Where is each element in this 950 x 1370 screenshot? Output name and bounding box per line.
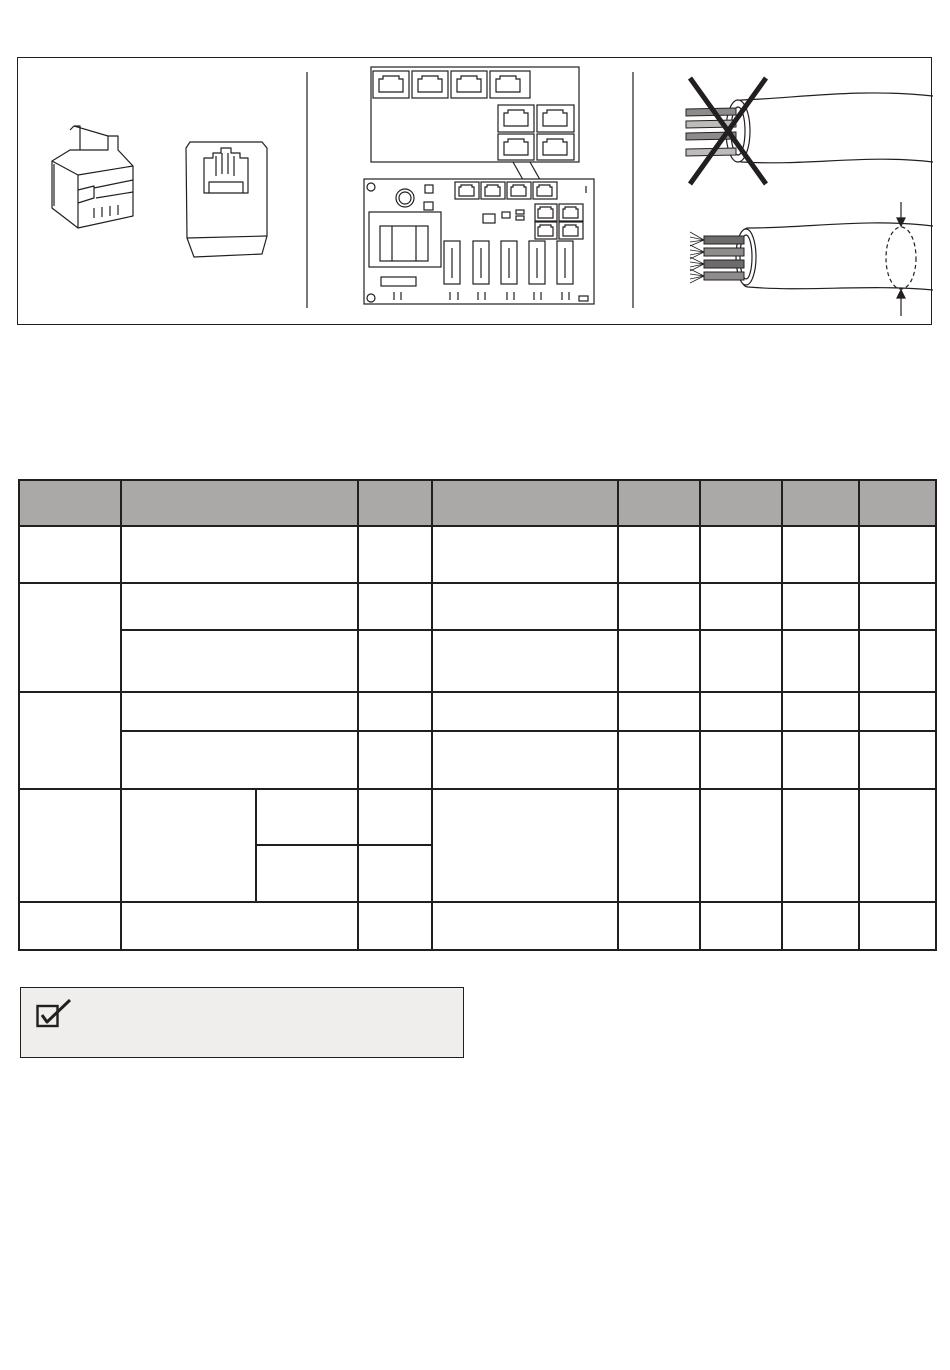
header-cell xyxy=(121,480,358,526)
table-cell xyxy=(358,845,432,902)
table-cell xyxy=(121,789,256,902)
table-cell xyxy=(121,630,358,692)
table-cell xyxy=(432,583,618,630)
header-cell xyxy=(19,480,121,526)
table-cell xyxy=(432,902,618,950)
note-box xyxy=(20,987,464,1058)
table-cell xyxy=(618,731,700,789)
table-cell xyxy=(432,526,618,583)
table-cell xyxy=(121,526,358,583)
header-cell xyxy=(358,480,432,526)
table-cell xyxy=(358,526,432,583)
table-cell xyxy=(358,789,432,845)
modular-jack-icon xyxy=(186,142,267,257)
table-cell xyxy=(700,630,782,692)
table-row xyxy=(19,583,936,630)
table-cell xyxy=(782,692,859,731)
table-cell xyxy=(618,630,700,692)
table-row xyxy=(19,731,936,789)
table-cell xyxy=(432,630,618,692)
table-cell xyxy=(618,692,700,731)
illustration-canvas xyxy=(18,58,933,326)
table-cell xyxy=(19,526,121,583)
table-row xyxy=(19,789,936,845)
header-cell xyxy=(859,480,936,526)
table-cell xyxy=(121,731,358,789)
illustration-frame xyxy=(17,57,932,325)
table-cell xyxy=(782,583,859,630)
table-header-row xyxy=(19,480,936,526)
header-cell xyxy=(782,480,859,526)
table-cell xyxy=(432,789,618,902)
table-row xyxy=(19,526,936,583)
table-cell xyxy=(358,902,432,950)
table-cell xyxy=(700,583,782,630)
table-cell xyxy=(618,526,700,583)
table-cell xyxy=(358,731,432,789)
table-cell xyxy=(618,583,700,630)
table-cell xyxy=(782,902,859,950)
table-cell xyxy=(19,692,121,789)
table-cell xyxy=(859,902,936,950)
checkbox-checked-icon xyxy=(36,999,76,1031)
table-cell xyxy=(782,731,859,789)
table-row xyxy=(19,692,936,731)
spec-table xyxy=(18,479,937,951)
table-cell xyxy=(859,789,936,902)
table-cell xyxy=(700,789,782,902)
table-cell xyxy=(358,692,432,731)
incorrect-wire-prep-icon xyxy=(686,78,933,184)
table-cell xyxy=(859,630,936,692)
table-cell xyxy=(859,526,936,583)
table-cell xyxy=(782,526,859,583)
table-cell xyxy=(700,731,782,789)
header-cell xyxy=(432,480,618,526)
table-cell xyxy=(19,583,121,692)
table-cell xyxy=(618,902,700,950)
table-cell xyxy=(700,692,782,731)
table-cell xyxy=(859,692,936,731)
modular-plug-icon xyxy=(52,126,133,228)
table-cell xyxy=(859,731,936,789)
table-cell xyxy=(121,583,358,630)
table-cell xyxy=(358,583,432,630)
table-cell xyxy=(782,789,859,902)
table-cell xyxy=(618,789,700,902)
table-cell xyxy=(358,630,432,692)
control-board-icon xyxy=(364,179,594,304)
table-cell xyxy=(19,789,121,902)
table-cell xyxy=(256,845,358,902)
table-row xyxy=(19,902,936,950)
table-cell xyxy=(121,692,358,731)
correct-wire-prep-icon xyxy=(690,202,933,316)
table-row xyxy=(19,630,936,692)
table-cell xyxy=(19,902,121,950)
table-cell xyxy=(432,692,618,731)
table-cell xyxy=(256,789,358,845)
table-cell xyxy=(700,526,782,583)
header-cell xyxy=(618,480,700,526)
table-cell xyxy=(700,902,782,950)
header-cell xyxy=(700,480,782,526)
table-cell xyxy=(121,902,358,950)
table-cell xyxy=(782,630,859,692)
table-cell xyxy=(432,731,618,789)
table-cell xyxy=(859,583,936,630)
